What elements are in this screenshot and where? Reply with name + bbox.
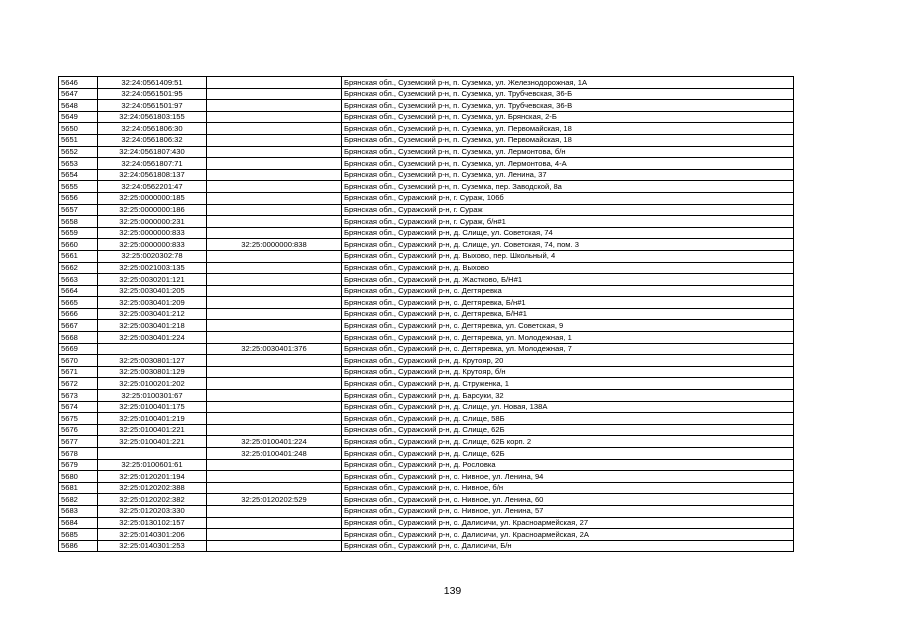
table-row (59, 390, 794, 402)
cadastral-number-cell: 32:25:0140301:206 (98, 529, 207, 541)
table-row (59, 204, 794, 216)
linked-cadastral-number-cell (207, 146, 342, 158)
row-number-cell: 5669 (59, 343, 98, 355)
linked-cadastral-number-cell (207, 100, 342, 112)
row-number-cell: 5681 (59, 482, 98, 494)
address-cell: Брянская обл., Суражский р-н, д. Рословка (342, 459, 794, 471)
address-cell: Брянская обл., Суражский р-н, с. Дегтяревка, ул. Молодежная, 7 (342, 343, 794, 355)
row-number-cell: 5657 (59, 204, 98, 216)
address-cell: Брянская обл., Суземский р-н, п. Суземка, ул. Трубчевская, 36-В (342, 100, 794, 112)
cadastral-number-cell: 32:25:0030401:209 (98, 297, 207, 309)
cadastral-number-cell: 32:25:0140301:253 (98, 540, 207, 552)
cadastral-number-cell: 32:25:0030401:205 (98, 285, 207, 297)
cadastral-number-cell (98, 448, 207, 460)
row-number-cell: 5652 (59, 146, 98, 158)
table-row (59, 77, 794, 89)
row-number-cell: 5684 (59, 517, 98, 529)
table-row (59, 366, 794, 378)
cadastral-number-cell: 32:25:0120201:194 (98, 471, 207, 483)
row-number-cell: 5648 (59, 100, 98, 112)
address-cell: Брянская обл., Суражский р-н, д. Жастково, Б/Н#1 (342, 274, 794, 286)
row-number-cell: 5686 (59, 540, 98, 552)
row-number-cell: 5679 (59, 459, 98, 471)
address-cell: Брянская обл., Суражский р-н, с. Дегтяревка, Б/Н#1 (342, 308, 794, 320)
cadastral-number-cell: 32:24:0561806:30 (98, 123, 207, 135)
linked-cadastral-number-cell (207, 459, 342, 471)
address-cell: Брянская обл., Суражский р-н, с. Далисичи, ул. Красноармейская, 27 (342, 517, 794, 529)
linked-cadastral-number-cell (207, 250, 342, 262)
row-number-cell: 5659 (59, 227, 98, 239)
linked-cadastral-number-cell (207, 540, 342, 552)
cadastral-number-cell: 32:25:0000000:231 (98, 216, 207, 228)
table-row (59, 181, 794, 193)
address-cell: Брянская обл., Суражский р-н, д. Слище, ул. Новая, 138А (342, 401, 794, 413)
linked-cadastral-number-cell (207, 216, 342, 228)
row-number-cell: 5651 (59, 134, 98, 146)
address-cell: Брянская обл., Суражский р-н, г. Сураж, 106б (342, 192, 794, 204)
cadastral-number-cell: 32:25:0100201:202 (98, 378, 207, 390)
cadastral-number-cell: 32:25:0100301:67 (98, 390, 207, 402)
address-cell: Брянская обл., Суражский р-н, д. Слище, ул. Советская, 74, пом. 3 (342, 239, 794, 251)
row-number-cell: 5647 (59, 88, 98, 100)
row-number-cell: 5674 (59, 401, 98, 413)
row-number-cell: 5646 (59, 77, 98, 89)
linked-cadastral-number-cell (207, 123, 342, 135)
table-row (59, 343, 794, 355)
address-cell: Брянская обл., Суземский р-н, п. Суземка, ул. Лермонтова, б/н (342, 146, 794, 158)
row-number-cell: 5677 (59, 436, 98, 448)
address-cell: Брянская обл., Суражский р-н, с. Нивное, б/н (342, 482, 794, 494)
address-cell: Брянская обл., Суземский р-н, п. Суземка, ул. Первомайская, 18 (342, 123, 794, 135)
row-number-cell: 5676 (59, 424, 98, 436)
table-row (59, 250, 794, 262)
row-number-cell: 5666 (59, 308, 98, 320)
cadastral-number-cell: 32:25:0120202:382 (98, 494, 207, 506)
linked-cadastral-number-cell (207, 332, 342, 344)
row-number-cell: 5678 (59, 448, 98, 460)
linked-cadastral-number-cell (207, 192, 342, 204)
linked-cadastral-number-cell (207, 424, 342, 436)
row-number-cell: 5670 (59, 355, 98, 367)
table-row (59, 88, 794, 100)
linked-cadastral-number-cell (207, 297, 342, 309)
cadastral-number-cell: 32:25:0100601:61 (98, 459, 207, 471)
table-row (59, 517, 794, 529)
cadastral-number-cell: 32:25:0100401:219 (98, 413, 207, 425)
row-number-cell: 5673 (59, 390, 98, 402)
cadastral-number-cell: 32:25:0030201:121 (98, 274, 207, 286)
address-cell: Брянская обл., Суражский р-н, с. Дегтяревка (342, 285, 794, 297)
linked-cadastral-number-cell (207, 320, 342, 332)
row-number-cell: 5658 (59, 216, 98, 228)
linked-cadastral-number-cell (207, 505, 342, 517)
address-cell: Брянская обл., Суземский р-н, п. Суземка, ул. Ленина, 37 (342, 169, 794, 181)
table-row (59, 262, 794, 274)
cadastral-number-cell: 32:25:0000000:185 (98, 192, 207, 204)
cadastral-number-cell: 32:25:0030401:224 (98, 332, 207, 344)
row-number-cell: 5656 (59, 192, 98, 204)
table-row (59, 401, 794, 413)
table-row (59, 169, 794, 181)
cadastral-number-cell: 32:24:0561807:71 (98, 158, 207, 170)
address-cell: Брянская обл., Суражский р-н, д. Выхово, пер. Школьный, 4 (342, 250, 794, 262)
cadastral-number-cell: 32:25:0100401:175 (98, 401, 207, 413)
address-cell: Брянская обл., Суражский р-н, д. Слище, 58Б (342, 413, 794, 425)
address-cell: Брянская обл., Суражский р-н, д. Слище, 62Б корп. 2 (342, 436, 794, 448)
table-row (59, 448, 794, 460)
cadastral-number-cell (98, 343, 207, 355)
row-number-cell: 5655 (59, 181, 98, 193)
address-cell: Брянская обл., Суражский р-н, с. Нивное, ул. Ленина, 57 (342, 505, 794, 517)
linked-cadastral-number-cell (207, 471, 342, 483)
table-row (59, 494, 794, 506)
table-row (59, 332, 794, 344)
table-row (59, 100, 794, 112)
address-cell: Брянская обл., Суражский р-н, с. Нивное, ул. Ленина, 94 (342, 471, 794, 483)
address-cell: Брянская обл., Суземский р-н, п. Суземка, ул. Первомайская, 18 (342, 134, 794, 146)
table-row (59, 216, 794, 228)
address-cell: Брянская обл., Суражский р-н, с. Далисичи, Б/н (342, 540, 794, 552)
table-row (59, 471, 794, 483)
linked-cadastral-number-cell (207, 378, 342, 390)
address-cell: Брянская обл., Суземский р-н, п. Суземка, ул. Трубчевская, 36-Б (342, 88, 794, 100)
address-cell: Брянская обл., Суражский р-н, д. Крутояр, 20 (342, 355, 794, 367)
table-row (59, 134, 794, 146)
row-number-cell: 5649 (59, 111, 98, 123)
linked-cadastral-number-cell (207, 262, 342, 274)
row-number-cell: 5668 (59, 332, 98, 344)
address-cell: Брянская обл., Суражский р-н, д. Крутояр, б/н (342, 366, 794, 378)
row-number-cell: 5663 (59, 274, 98, 286)
linked-cadastral-number-cell (207, 529, 342, 541)
address-cell: Брянская обл., Суземский р-н, п. Суземка, ул. Железнодорожная, 1А (342, 77, 794, 89)
cadastral-number-cell: 32:25:0030401:212 (98, 308, 207, 320)
cadastral-number-cell: 32:25:0030801:127 (98, 355, 207, 367)
table-row (59, 436, 794, 448)
address-cell: Брянская обл., Суражский р-н, с. Далисичи, ул. Красноармейская, 2А (342, 529, 794, 541)
linked-cadastral-number-cell (207, 169, 342, 181)
table-row (59, 297, 794, 309)
table-row (59, 540, 794, 552)
row-number-cell: 5660 (59, 239, 98, 251)
linked-cadastral-number-cell (207, 355, 342, 367)
address-cell: Брянская обл., Суземский р-н, п. Суземка, пер. Заводской, 8а (342, 181, 794, 193)
linked-cadastral-number-cell (207, 390, 342, 402)
cadastral-number-cell: 32:24:0561501:97 (98, 100, 207, 112)
linked-cadastral-number-cell (207, 308, 342, 320)
address-cell: Брянская обл., Суземский р-н, п. Суземка, ул. Брянская, 2-Б (342, 111, 794, 123)
linked-cadastral-number-cell (207, 111, 342, 123)
cadastral-number-cell: 32:25:0000000:833 (98, 239, 207, 251)
cadastral-number-cell: 32:25:0030801:129 (98, 366, 207, 378)
table-row (59, 192, 794, 204)
linked-cadastral-number-cell (207, 401, 342, 413)
row-number-cell: 5661 (59, 250, 98, 262)
table-row (59, 424, 794, 436)
cadastral-number-cell: 32:25:0100401:221 (98, 436, 207, 448)
table-row (59, 227, 794, 239)
row-number-cell: 5653 (59, 158, 98, 170)
linked-cadastral-number-cell: 32:25:0120202:529 (207, 494, 342, 506)
linked-cadastral-number-cell (207, 158, 342, 170)
linked-cadastral-number-cell: 32:25:0100401:224 (207, 436, 342, 448)
cadastral-number-cell: 32:24:0561409:51 (98, 77, 207, 89)
address-cell: Брянская обл., Суражский р-н, д. Струженка, 1 (342, 378, 794, 390)
linked-cadastral-number-cell (207, 88, 342, 100)
cadastral-number-cell: 32:25:0100401:221 (98, 424, 207, 436)
linked-cadastral-number-cell: 32:25:0000000:838 (207, 239, 342, 251)
registry-table-body (59, 77, 794, 552)
row-number-cell: 5685 (59, 529, 98, 541)
row-number-cell: 5664 (59, 285, 98, 297)
row-number-cell: 5683 (59, 505, 98, 517)
cadastral-number-cell: 32:25:0021003:135 (98, 262, 207, 274)
address-cell: Брянская обл., Суражский р-н, с. Дегтяревка, ул. Советская, 9 (342, 320, 794, 332)
linked-cadastral-number-cell: 32:25:0030401:376 (207, 343, 342, 355)
linked-cadastral-number-cell (207, 482, 342, 494)
address-cell: Брянская обл., Суражский р-н, г. Сураж, б/н#1 (342, 216, 794, 228)
row-number-cell: 5662 (59, 262, 98, 274)
row-number-cell: 5682 (59, 494, 98, 506)
table-row (59, 308, 794, 320)
cadastral-number-cell: 32:24:0561806:32 (98, 134, 207, 146)
address-cell: Брянская обл., Суражский р-н, с. Дегтяревка, Б/н#1 (342, 297, 794, 309)
linked-cadastral-number-cell (207, 134, 342, 146)
row-number-cell: 5667 (59, 320, 98, 332)
cadastral-number-cell: 32:24:0562201:47 (98, 181, 207, 193)
table-row (59, 355, 794, 367)
table-row (59, 239, 794, 251)
cadastral-number-cell: 32:25:0020302:78 (98, 250, 207, 262)
table-row (59, 111, 794, 123)
cadastral-number-cell: 32:25:0030401:218 (98, 320, 207, 332)
linked-cadastral-number-cell (207, 366, 342, 378)
address-cell: Брянская обл., Суражский р-н, д. Слище, 62Б (342, 424, 794, 436)
table-row (59, 413, 794, 425)
linked-cadastral-number-cell (207, 77, 342, 89)
table-row (59, 505, 794, 517)
linked-cadastral-number-cell (207, 285, 342, 297)
row-number-cell: 5665 (59, 297, 98, 309)
cadastral-number-cell: 32:25:0000000:186 (98, 204, 207, 216)
linked-cadastral-number-cell (207, 274, 342, 286)
table-row (59, 378, 794, 390)
row-number-cell: 5650 (59, 123, 98, 135)
address-cell: Брянская обл., Суражский р-н, д. Выхово (342, 262, 794, 274)
cadastral-number-cell: 32:24:0561807:430 (98, 146, 207, 158)
table-row (59, 482, 794, 494)
cadastral-number-cell: 32:25:0120203:330 (98, 505, 207, 517)
table-row (59, 274, 794, 286)
table-row (59, 320, 794, 332)
page-number: 139 (443, 585, 462, 597)
table-row (59, 459, 794, 471)
cadastral-number-cell: 32:24:0561808:137 (98, 169, 207, 181)
address-cell: Брянская обл., Суражский р-н, с. Дегтяревка, ул. Молодежная, 1 (342, 332, 794, 344)
linked-cadastral-number-cell: 32:25:0100401:248 (207, 448, 342, 460)
table-row (59, 146, 794, 158)
table-row (59, 529, 794, 541)
table-row (59, 285, 794, 297)
row-number-cell: 5654 (59, 169, 98, 181)
linked-cadastral-number-cell (207, 517, 342, 529)
address-cell: Брянская обл., Суражский р-н, д. Слище, ул. Советская, 74 (342, 227, 794, 239)
cadastral-number-cell: 32:25:0130102:157 (98, 517, 207, 529)
address-cell: Брянская обл., Суражский р-н, с. Нивное, ул. Ленина, 60 (342, 494, 794, 506)
row-number-cell: 5672 (59, 378, 98, 390)
table-row (59, 123, 794, 135)
linked-cadastral-number-cell (207, 413, 342, 425)
cadastral-number-cell: 32:24:0561501:95 (98, 88, 207, 100)
row-number-cell: 5675 (59, 413, 98, 425)
address-cell: Брянская обл., Суражский р-н, д. Слище, 62Б (342, 448, 794, 460)
cadastral-number-cell: 32:25:0000000:833 (98, 227, 207, 239)
address-cell: Брянская обл., Суражский р-н, д. Барсуки, 32 (342, 390, 794, 402)
linked-cadastral-number-cell (207, 181, 342, 193)
linked-cadastral-number-cell (207, 204, 342, 216)
address-cell: Брянская обл., Суземский р-н, п. Суземка, ул. Лермонтова, 4-А (342, 158, 794, 170)
cadastral-number-cell: 32:24:0561803:155 (98, 111, 207, 123)
row-number-cell: 5680 (59, 471, 98, 483)
table-row (59, 158, 794, 170)
registry-table (58, 76, 794, 552)
row-number-cell: 5671 (59, 366, 98, 378)
linked-cadastral-number-cell (207, 227, 342, 239)
address-cell: Брянская обл., Суражский р-н, г. Сураж (342, 204, 794, 216)
cadastral-number-cell: 32:25:0120202:388 (98, 482, 207, 494)
